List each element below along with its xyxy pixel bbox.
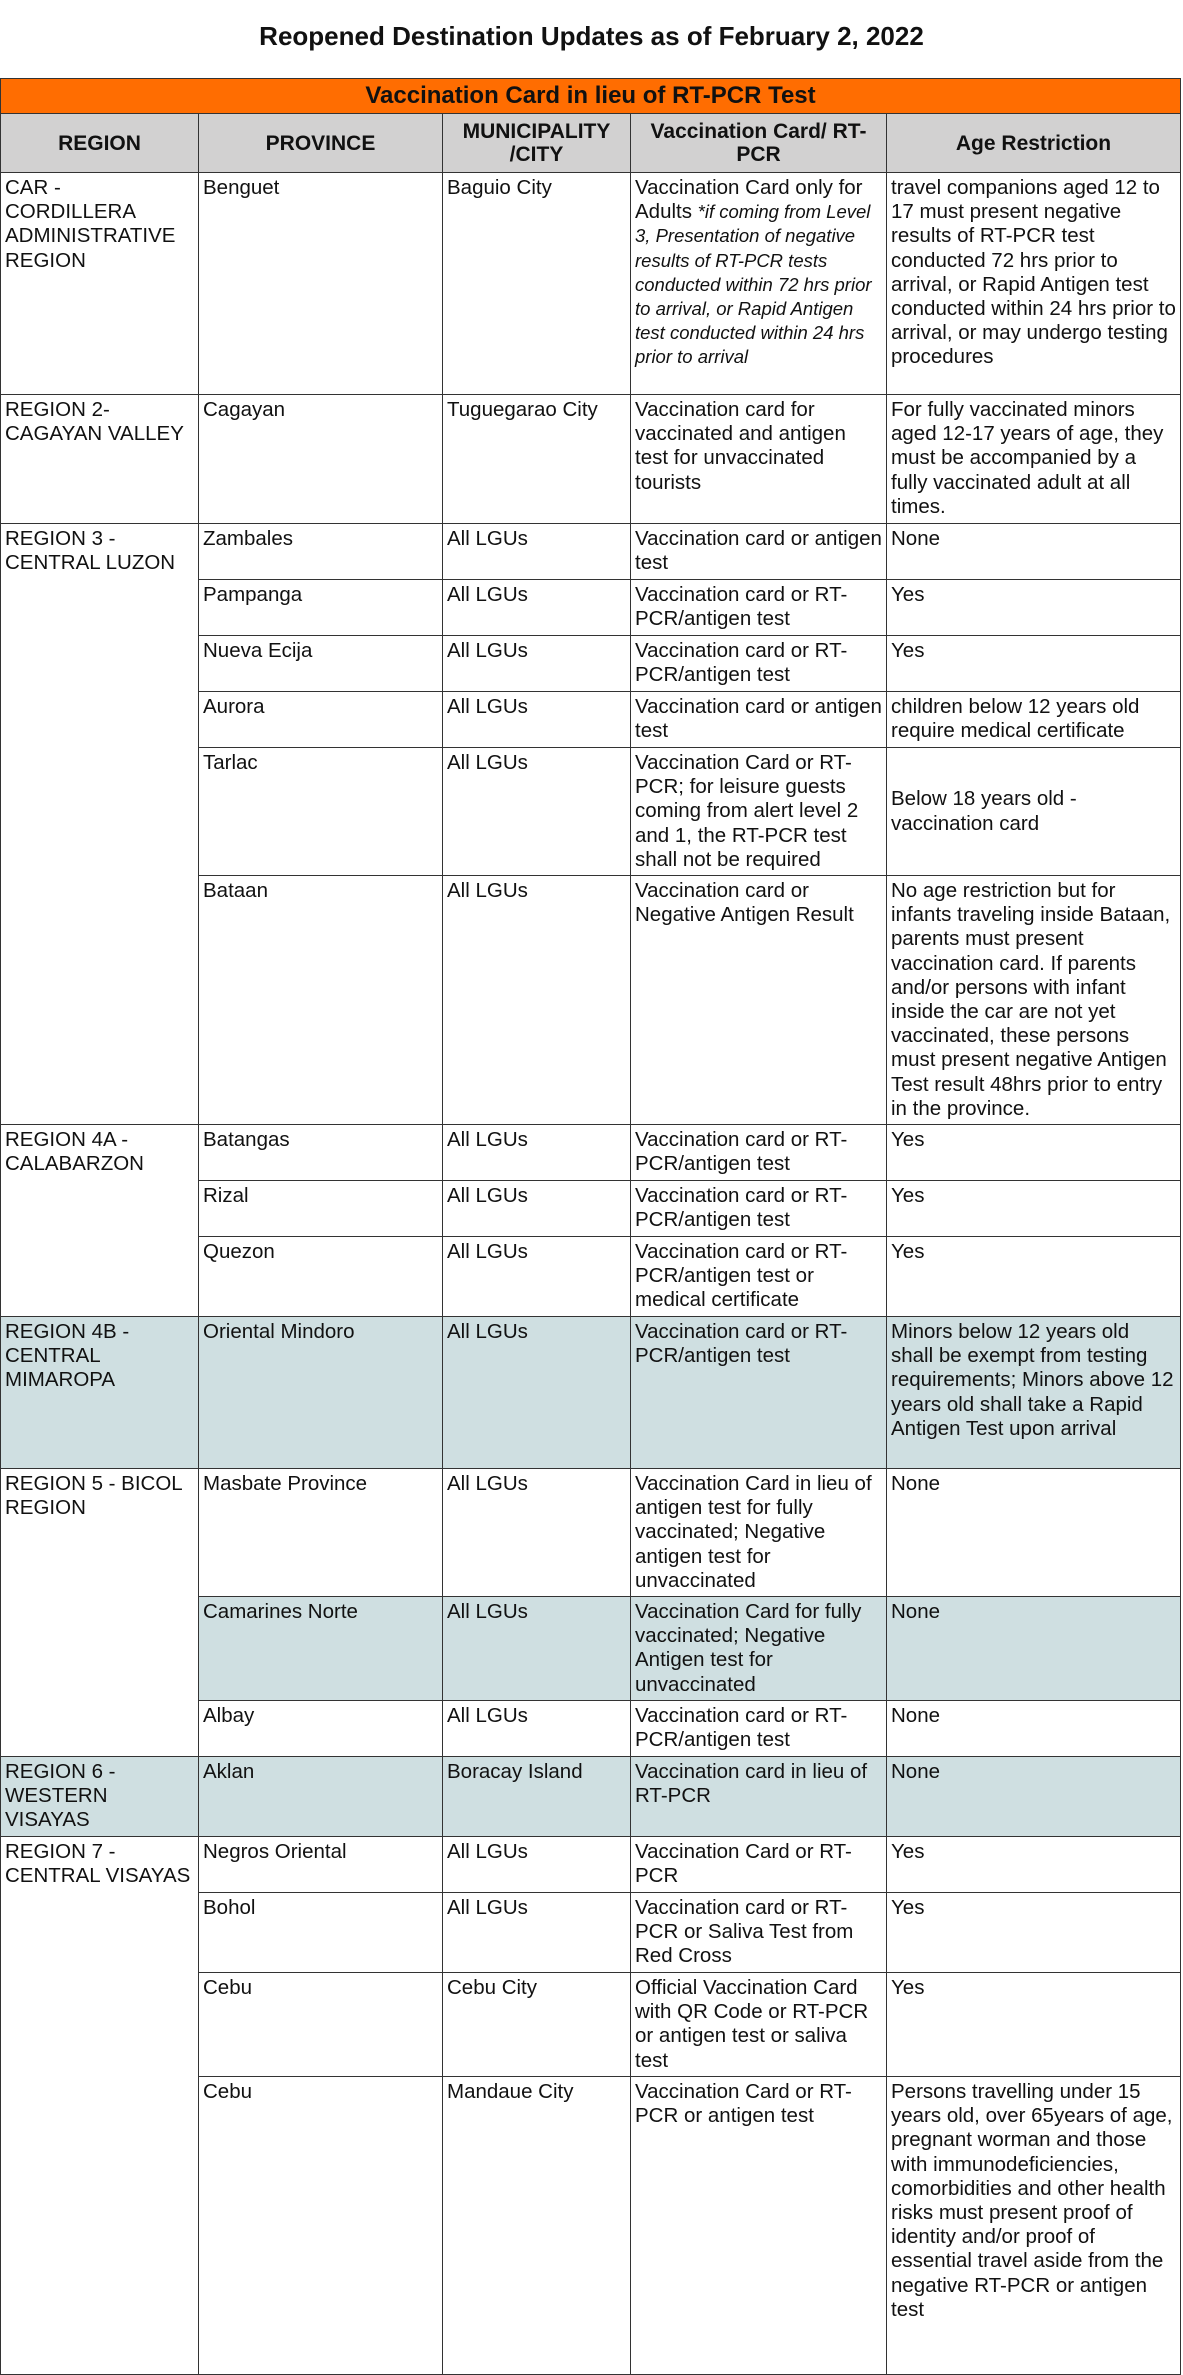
vaccination-cell: Vaccination card in lieu of RT-PCR <box>631 1757 887 1837</box>
city-cell: Cebu City <box>443 1973 631 2077</box>
vaccination-cell: Vaccination card or RT-PCR/antigen test <box>631 1701 887 1757</box>
province-cell: Camarines Norte <box>199 1597 443 1701</box>
region-cell: CAR - CORDILLERA ADMINISTRATIVE REGION <box>1 173 199 395</box>
city-cell: Mandaue City <box>443 2077 631 2375</box>
vaccination-cell: Vaccination card or RT-PCR/antigen test <box>631 1125 887 1181</box>
age-cell: No age restriction but for infants traveling inside Bataan, parents must present vaccination card. If parents and/or persons with infant inside the car are not yet vaccinated, these persons must present negative Antigen Test result 48hrs prior to entry in the province. <box>887 876 1181 1125</box>
city-cell: All LGUs <box>443 1317 631 1469</box>
column-header-vaccination: Vaccination Card/ RT-PCR <box>631 114 887 173</box>
vaccination-cell: Vaccination card or RT-PCR/antigen test <box>631 1181 887 1237</box>
province-cell: Oriental Mindoro <box>199 1317 443 1469</box>
age-cell: Yes <box>887 1237 1181 1317</box>
vaccination-cell: Vaccination card or RT-PCR/antigen test <box>631 1317 887 1469</box>
city-cell: All LGUs <box>443 1237 631 1317</box>
city-cell: Tuguegarao City <box>443 395 631 524</box>
vaccination-cell <box>631 173 887 395</box>
region-cell: REGION 4A - CALABARZON <box>1 1125 199 1317</box>
age-cell: Yes <box>887 1973 1181 2077</box>
region-cell: REGION 6 - WESTERN VISAYAS <box>1 1757 199 1837</box>
table-row <box>1 1837 1181 1893</box>
province-cell: Bohol <box>199 1893 443 1973</box>
province-cell: Cebu <box>199 2077 443 2375</box>
vaccination-cell: Vaccination card for vaccinated and antigen test for unvaccinated tourists <box>631 395 887 524</box>
province-cell: Batangas <box>199 1125 443 1181</box>
header-row <box>1 114 1181 173</box>
column-header-age: Age Restriction <box>887 114 1181 173</box>
province-cell: Nueva Ecija <box>199 636 443 692</box>
age-cell: None <box>887 1757 1181 1837</box>
region-cell: REGION 2- CAGAYAN VALLEY <box>1 395 199 524</box>
vaccination-cell: Vaccination card or RT-PCR/antigen test or medical certificate <box>631 1237 887 1317</box>
region-cell: REGION 3 - CENTRAL LUZON <box>1 524 199 1125</box>
column-header-region: REGION <box>1 114 199 173</box>
column-header-municipality: MUNICIPALITY /CITY <box>443 114 631 173</box>
vaccination-cell: Vaccination card or antigen test <box>631 524 887 580</box>
province-cell: Quezon <box>199 1237 443 1317</box>
vaccination-cell: Vaccination card or Negative Antigen Result <box>631 876 887 1125</box>
province-cell: Pampanga <box>199 580 443 636</box>
age-cell: None <box>887 1597 1181 1701</box>
age-cell: None <box>887 1469 1181 1597</box>
vaccination-cell: Official Vaccination Card with QR Code or RT-PCR or antigen test or saliva test <box>631 1973 887 2077</box>
province-cell: Tarlac <box>199 748 443 876</box>
banner-title: Vaccination Card in lieu of RT-PCR Test <box>1 79 1181 114</box>
city-cell: All LGUs <box>443 1181 631 1237</box>
age-cell: Yes <box>887 1893 1181 1973</box>
table-row <box>1 1757 1181 1837</box>
vaccination-cell: Vaccination card or RT-PCR or Saliva Test from Red Cross <box>631 1893 887 1973</box>
column-header-province: PROVINCE <box>199 114 443 173</box>
age-cell: None <box>887 524 1181 580</box>
age-cell: children below 12 years old require medical certificate <box>887 692 1181 748</box>
city-cell: All LGUs <box>443 636 631 692</box>
vaccination-cell: Vaccination Card or RT-PCR or antigen test <box>631 2077 887 2375</box>
city-cell: All LGUs <box>443 1469 631 1597</box>
age-cell: Minors below 12 years old shall be exempt from testing requirements; Minors above 12 years old shall take a Rapid Antigen Test upon arrival <box>887 1317 1181 1469</box>
page-title: Reopened Destination Updates as of February 2, 2022 <box>259 20 924 51</box>
city-cell: All LGUs <box>443 748 631 876</box>
province-cell: Masbate Province <box>199 1469 443 1597</box>
region-cell: REGION 5 - BICOL REGION <box>1 1469 199 1757</box>
province-cell: Aurora <box>199 692 443 748</box>
age-cell: Persons travelling under 15 years old, over 65years of age, pregnant worman and those with immunodeficiencies, comorbidities and other health risks must present proof of identity and/or proof of essential travel aside from the negative RT-PCR or antigen test <box>887 2077 1181 2375</box>
age-cell: Yes <box>887 580 1181 636</box>
vaccination-cell: Vaccination card or RT-PCR/antigen test <box>631 580 887 636</box>
vaccination-note: *if coming from Level 3, Presentation of negative results of RT-PCR tests conducted within 72 hrs prior to arrival, or Rapid Antigen test conducted within 24 hrs prior to arrival <box>635 201 872 368</box>
age-cell: For fully vaccinated minors aged 12-17 years of age, they must be accompanied by a fully vaccinated adult at all times. <box>887 395 1181 524</box>
age-cell: Yes <box>887 1125 1181 1181</box>
city-cell: All LGUs <box>443 1125 631 1181</box>
vaccination-cell: Vaccination Card or RT-PCR; for leisure guests coming from alert level 2 and 1, the RT-PCR test shall not be required <box>631 748 887 876</box>
province-cell: Rizal <box>199 1181 443 1237</box>
province-cell: Albay <box>199 1701 443 1757</box>
vaccination-cell: Vaccination card or RT-PCR/antigen test <box>631 636 887 692</box>
vaccination-text: Vaccination Card only for Adults <box>635 176 863 224</box>
province-cell: Cagayan <box>199 395 443 524</box>
city-cell: Boracay Island <box>443 1757 631 1837</box>
vaccination-cell: Vaccination Card in lieu of antigen test for fully vaccinated; Negative antigen test for unvaccinated <box>631 1469 887 1597</box>
province-cell: Zambales <box>199 524 443 580</box>
age-cell: Yes <box>887 1181 1181 1237</box>
age-cell: Below 18 years old - vaccination card <box>887 748 1181 876</box>
city-cell: All LGUs <box>443 1837 631 1893</box>
city-cell: All LGUs <box>443 580 631 636</box>
region-cell: REGION 4B - CENTRAL MIMAROPA <box>1 1317 199 1469</box>
destination-table <box>0 78 1181 2375</box>
vaccination-cell: Vaccination card or antigen test <box>631 692 887 748</box>
city-cell: All LGUs <box>443 692 631 748</box>
banner-row <box>1 79 1181 114</box>
city-cell: All LGUs <box>443 1597 631 1701</box>
age-cell: Yes <box>887 1837 1181 1893</box>
table-row <box>1 173 1181 395</box>
city-cell: All LGUs <box>443 1701 631 1757</box>
table-row <box>1 1317 1181 1469</box>
province-cell: Negros Oriental <box>199 1837 443 1893</box>
province-cell: Bataan <box>199 876 443 1125</box>
city-cell: All LGUs <box>443 1893 631 1973</box>
city-cell: Baguio City <box>443 173 631 395</box>
province-cell: Benguet <box>199 173 443 395</box>
table-row <box>1 1125 1181 1181</box>
province-cell: Aklan <box>199 1757 443 1837</box>
age-cell: travel companions aged 12 to 17 must present negative results of RT-PCR test conducted 72 hrs prior to arrival, or Rapid Antigen test conducted within 24 hrs prior to arrival, or may undergo testing procedures <box>887 173 1181 395</box>
city-cell: All LGUs <box>443 876 631 1125</box>
vaccination-cell: Vaccination Card or RT-PCR <box>631 1837 887 1893</box>
table-row <box>1 524 1181 580</box>
province-cell: Cebu <box>199 1973 443 2077</box>
region-cell: REGION 7 - CENTRAL VISAYAS <box>1 1837 199 2375</box>
age-cell: None <box>887 1701 1181 1757</box>
table-row <box>1 395 1181 524</box>
table-row <box>1 1469 1181 1597</box>
city-cell: All LGUs <box>443 524 631 580</box>
age-cell: Yes <box>887 636 1181 692</box>
vaccination-cell: Vaccination Card for fully vaccinated; Negative Antigen test for unvaccinated <box>631 1597 887 1701</box>
